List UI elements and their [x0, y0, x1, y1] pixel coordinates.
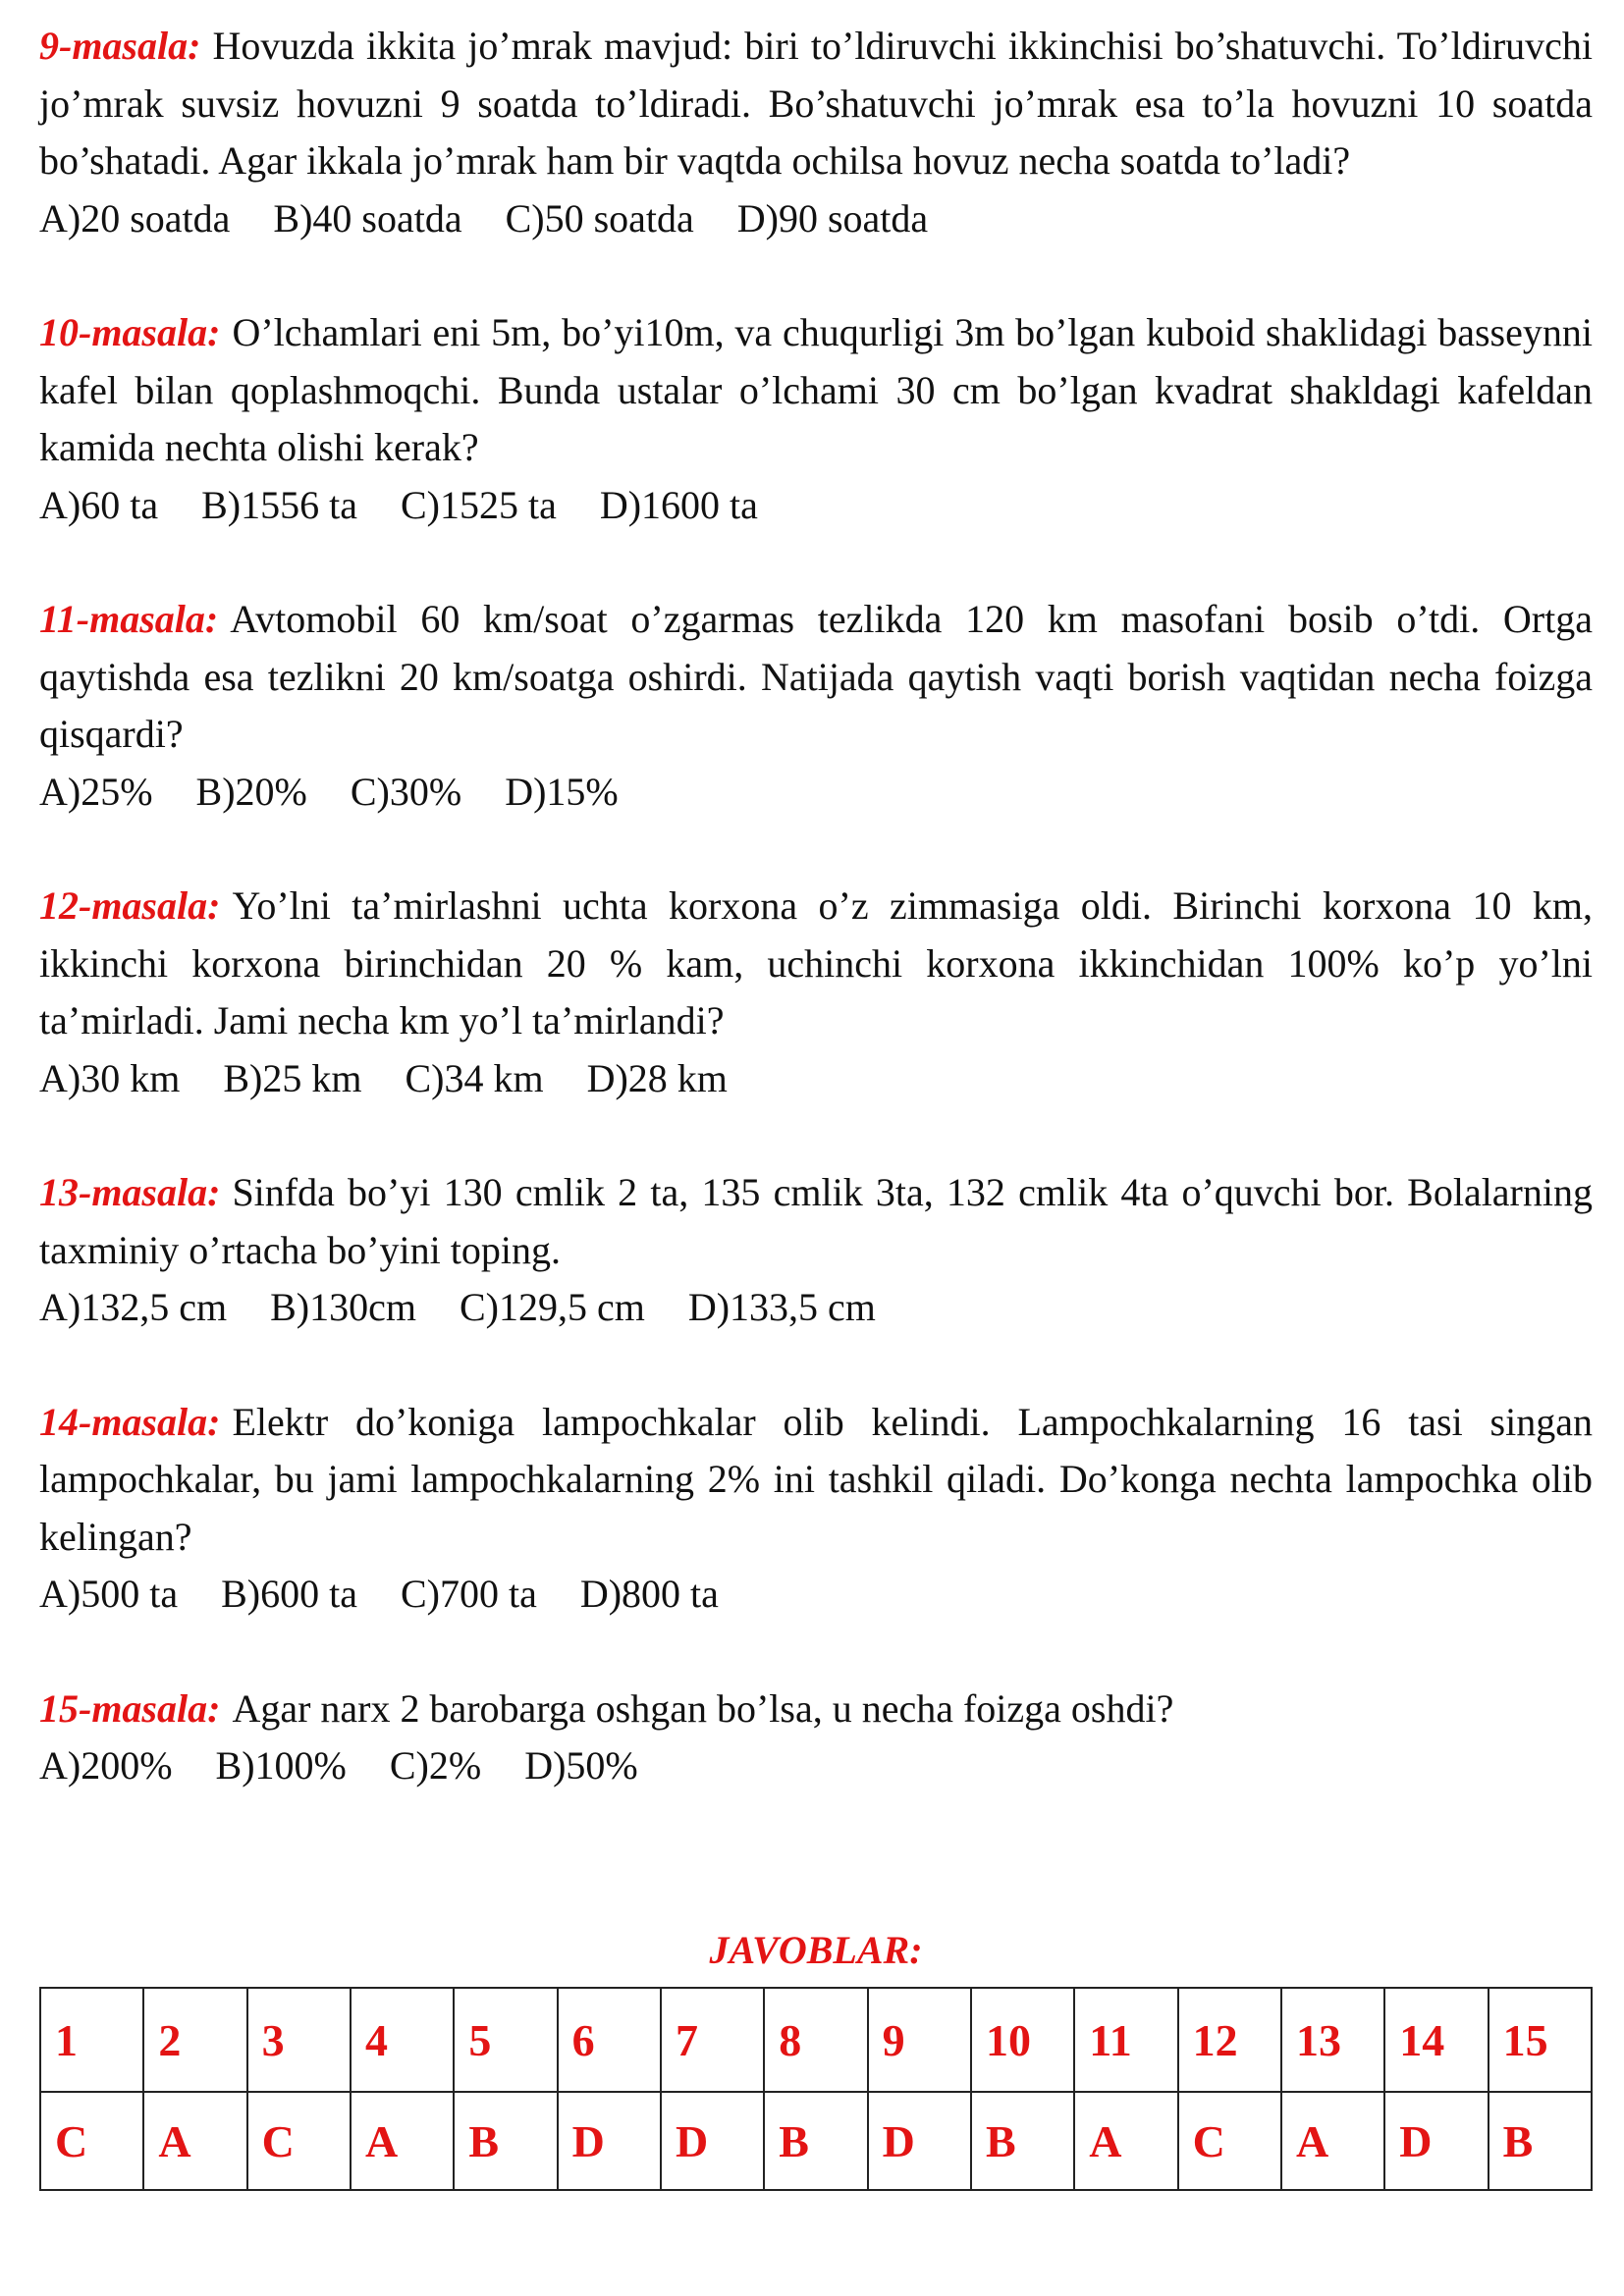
answer-options	[39, 1566, 1593, 1624]
problem-label: 10-masala:	[39, 310, 221, 354]
option-c: C)129,5 cm	[459, 1285, 645, 1329]
answer-letter-cell: A	[143, 2092, 246, 2190]
answer-options	[39, 1279, 1593, 1337]
answer-number-cell: 4	[351, 1988, 454, 2092]
answer-letter-cell: A	[1281, 2092, 1384, 2190]
answer-number-cell: 6	[558, 1988, 661, 2092]
problem-statement	[39, 1394, 1593, 1567]
option-b: B)40 soatda	[273, 195, 462, 240]
problem-10	[39, 304, 1593, 534]
problem-label: 13-masala:	[39, 1170, 221, 1214]
option-b: B)130cm	[270, 1285, 416, 1329]
answer-letter-cell: B	[764, 2092, 867, 2190]
answer-key-table	[39, 1987, 1593, 2191]
answer-number-cell: 7	[661, 1988, 764, 2092]
answer-options	[39, 190, 1593, 248]
problem-text: Avtomobil 60 km/soat o’zgarmas tezlikda 120 km masofani bosib o’tdi. Ortga qaytishda esa tezlikni 20 km/soatga oshirdi. Natijada qaytish vaqti borish vaqtidan necha foizga qisqardi?	[39, 597, 1593, 756]
problem-15	[39, 1681, 1593, 1795]
problem-list	[39, 18, 1593, 1852]
option-a: A)200%	[39, 1743, 173, 1788]
problem-statement	[39, 591, 1593, 764]
option-c: C)700 ta	[400, 1572, 537, 1616]
problem-label: 12-masala:	[39, 883, 221, 928]
answer-number-cell: 10	[971, 1988, 1074, 2092]
problem-11	[39, 591, 1593, 821]
option-d: D)1600 ta	[599, 482, 758, 527]
problem-text: O’lchamlari eni 5m, bo’yi10m, va chuqurligi 3m bo’lgan kuboid shaklidagi basseynni kafel bilan qoplashmoqchi. Bunda ustalar o’lchami 30 cm bo’lgan kvadrat shakldagi kafeldan kamida nechta olishi kerak?	[39, 310, 1593, 469]
problem-label: 14-masala:	[39, 1399, 221, 1444]
option-c: C)30%	[350, 769, 462, 814]
option-b: B)600 ta	[221, 1572, 357, 1616]
answer-number-cell: 15	[1489, 1988, 1592, 2092]
answer-number-cell: 9	[868, 1988, 971, 2092]
problem-12	[39, 878, 1593, 1107]
answer-letter-cell: C	[40, 2092, 143, 2190]
option-a: A)132,5 cm	[39, 1285, 228, 1329]
problem-statement	[39, 878, 1593, 1050]
problem-text: Sinfda bo’yi 130 cmlik 2 ta, 135 cmlik 3ta, 132 cmlik 4ta o’quvchi bor. Bolalarning taxminiy o’rtacha bo’yini toping.	[39, 1170, 1593, 1272]
option-a: A)25%	[39, 769, 153, 814]
answer-letter-cell: A	[351, 2092, 454, 2190]
option-d: D)28 km	[586, 1055, 728, 1100]
answer-letter-cell: A	[1074, 2092, 1177, 2190]
problem-label: 9-masala:	[39, 24, 201, 68]
problem-statement	[39, 304, 1593, 477]
answer-letter-cell: D	[1384, 2092, 1488, 2190]
answer-options	[39, 1737, 1593, 1795]
option-d: D)15%	[505, 769, 619, 814]
option-d: D)133,5 cm	[687, 1285, 876, 1329]
answer-number-cell: 12	[1178, 1988, 1281, 2092]
answer-options	[39, 764, 1593, 822]
option-a: A)30 km	[39, 1055, 181, 1100]
answer-letter-cell: D	[661, 2092, 764, 2190]
option-c: C)34 km	[405, 1055, 544, 1100]
answer-number-cell: 14	[1384, 1988, 1488, 2092]
answer-number-cell: 8	[764, 1988, 867, 2092]
option-b: B)100%	[215, 1743, 347, 1788]
option-b: B)25 km	[223, 1055, 362, 1100]
problem-text: Elektr do’koniga lampochkalar olib kelindi. Lampochkalarning 16 tasi singan lampochkalar, bu jami lampochkalarning 2% ini tashkil qiladi. Do’konga nechta lampochka olib kelingan?	[39, 1399, 1593, 1559]
answer-number-cell: 1	[40, 1988, 143, 2092]
answer-key-title: JAVOBLAR:	[709, 1928, 923, 1972]
option-c: C)50 soatda	[505, 195, 694, 240]
answer-letter-row	[40, 2092, 1592, 2190]
answer-letter-cell: C	[1178, 2092, 1281, 2190]
answer-number-cell: 2	[143, 1988, 246, 2092]
option-d: D)50%	[524, 1743, 638, 1788]
problem-statement	[39, 1681, 1593, 1738]
answer-letter-cell: D	[558, 2092, 661, 2190]
answer-number-cell: 11	[1074, 1988, 1177, 2092]
problem-label: 11-masala:	[39, 597, 219, 641]
option-b: B)1556 ta	[201, 482, 357, 527]
option-c: C)1525 ta	[400, 482, 557, 527]
answer-number-cell: 5	[454, 1988, 557, 2092]
option-d: D)90 soatda	[736, 195, 929, 240]
problem-statement	[39, 18, 1593, 190]
option-c: C)2%	[389, 1743, 482, 1788]
problem-statement	[39, 1164, 1593, 1279]
answer-letter-cell: D	[868, 2092, 971, 2190]
answer-key-section	[39, 1926, 1593, 2191]
answer-letter-cell: C	[247, 2092, 351, 2190]
answer-letter-cell: B	[454, 2092, 557, 2190]
problem-text: Yo’lni ta’mirlashni uchta korxona o’z zimmasiga oldi. Birinchi korxona 10 km, ikkinchi korxona birinchidan 20 % kam, uchinchi korxona ikkinchidan 100% ko’p yo’lni ta’mirladi. Jami necha km yo’l ta’mirlandi?	[39, 883, 1593, 1042]
problem-9	[39, 18, 1593, 247]
option-d: D)800 ta	[579, 1572, 719, 1616]
answer-number-cell: 3	[247, 1988, 351, 2092]
answer-options	[39, 1050, 1593, 1108]
option-a: A)20 soatda	[39, 195, 231, 240]
answer-number-cell: 13	[1281, 1988, 1384, 2092]
problem-13	[39, 1164, 1593, 1337]
option-b: B)20%	[195, 769, 307, 814]
problem-text: Agar narx 2 barobarga oshgan bo’lsa, u necha foizga oshdi?	[232, 1685, 1174, 1731]
option-a: A)500 ta	[39, 1572, 179, 1616]
answer-letter-cell: B	[971, 2092, 1074, 2190]
answer-letter-cell: B	[1489, 2092, 1592, 2190]
problem-label: 15-masala:	[39, 1685, 221, 1731]
answer-options	[39, 477, 1593, 535]
option-a: A)60 ta	[39, 482, 159, 527]
problem-text: Hovuzda ikkita jo’mrak mavjud: biri to’ldiruvchi ikkinchisi bo’shatuvchi. To’ldiruvchi jo’mrak suvsiz hovuzni 9 soatda to’ldiradi. Bo’shatuvchi jo’mrak esa to’la hovuzni 10 soatda bo’shatadi. Agar ikkala jo’mrak ham bir vaqtda ochilsa hovuz necha soatda to’ladi?	[39, 24, 1593, 183]
answer-number-row	[40, 1988, 1592, 2092]
problem-14	[39, 1394, 1593, 1624]
